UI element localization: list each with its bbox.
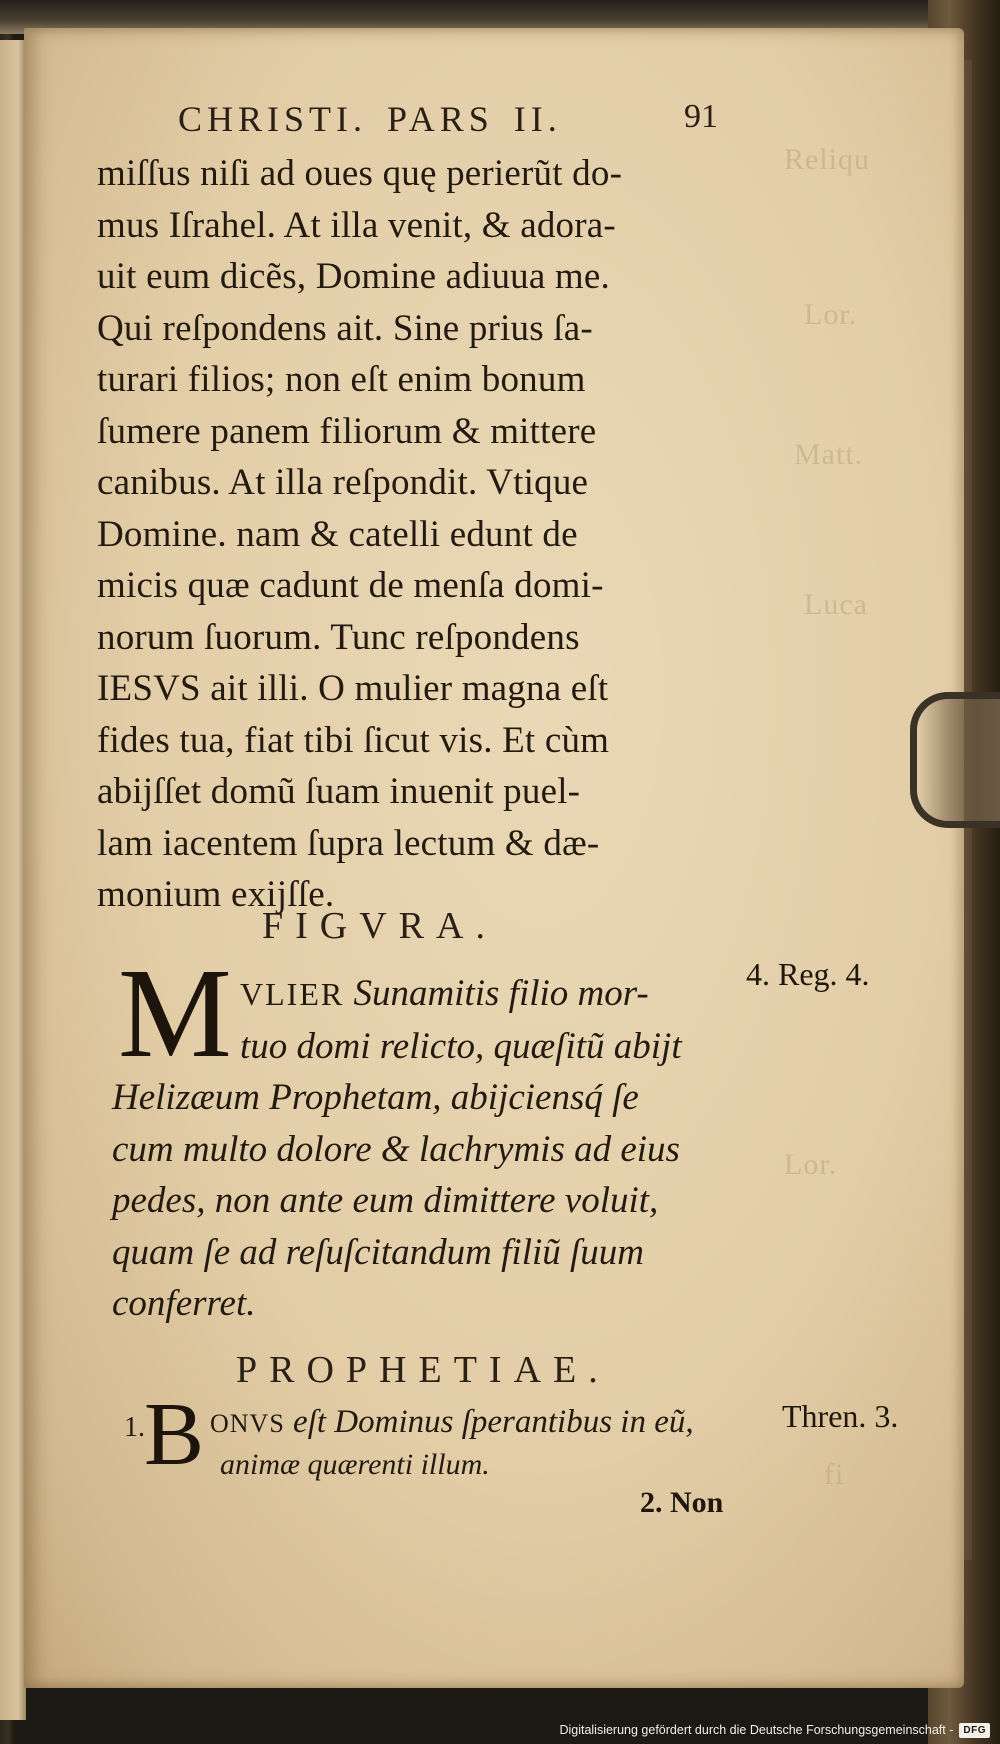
text-line: fides tua, fiat tibi ſicut vis. Et cùm	[97, 719, 610, 761]
bleed-through-text: Matt.	[794, 438, 864, 471]
prophecy-number: 1.	[124, 1412, 145, 1443]
bleed-through-text: Reliqu	[784, 143, 870, 176]
text-line: monium exijſſe.	[97, 874, 335, 915]
bleed-through-text: Luca	[804, 588, 868, 621]
text-line: IESVS ait illi. O mulier magna eſt	[97, 668, 609, 709]
main-text-block	[97, 148, 717, 921]
bleed-through-text: fi	[824, 1458, 845, 1491]
prophetiae-heading: PROPHETIAE.	[236, 1349, 610, 1391]
page-number: 91	[684, 98, 718, 135]
text-line: conferret.	[112, 1283, 256, 1324]
text-line: uit eum dicẽs, Domine adiuua me.	[97, 256, 610, 297]
text-line: norum ſuorum. Tunc reſpondens	[97, 616, 580, 658]
digitization-credit	[559, 1720, 990, 1740]
figura-heading: FIGVRA.	[262, 905, 497, 947]
margin-reference: Thren. 3.	[782, 1398, 899, 1434]
text-line: lam iacentem ſupra lectum & dæ-	[97, 822, 600, 864]
drop-cap: M	[118, 942, 232, 1084]
credit-text: Digitalisierung gefördert durch die Deutsche Forschungsgemeinschaft -	[559, 1723, 954, 1737]
text-line: micis quæ cadunt de menſa domi-	[97, 565, 604, 606]
text-line: animæ quærenti illum.	[220, 1448, 490, 1481]
text-line: ſumere panem filiorum & mittere	[97, 410, 597, 452]
catchword: 2. Non	[640, 1486, 724, 1519]
text-line: canibus. At illa reſpondit. Vtique	[97, 462, 589, 503]
text-line: Helizæum Prophetam, abijciensq́ ſe	[112, 1077, 639, 1118]
text-line: miſſus niſi ad oues quę perierũt do-	[97, 153, 623, 194]
text-line: pedes, non ante eum dimittere voluit,	[112, 1180, 659, 1221]
margin-reference: 4. Reg. 4.	[746, 956, 870, 992]
bleed-through-text: Lor.	[804, 298, 858, 331]
figura-text	[112, 968, 752, 1330]
facing-page-edge	[0, 40, 26, 1720]
text-line-rest: eſt Dominus ſperantibus in eũ,	[293, 1404, 694, 1440]
text-line	[210, 1404, 694, 1441]
dfg-logo: DFG	[959, 1723, 990, 1738]
text-line: Qui reſpondens ait. Sine prius ſa-	[97, 307, 593, 349]
text-line: turari filios; non eſt enim bonum	[97, 359, 586, 400]
text-line: cum multo dolore & lachrymis ad eius	[112, 1128, 680, 1170]
first-word: ONVS	[210, 1409, 285, 1438]
drop-cap: B	[144, 1385, 205, 1484]
running-header	[178, 98, 718, 144]
running-head-title: CHRISTI. PARS II.	[178, 99, 562, 139]
text-line: abijſſet domũ ſuam inuenit puel-	[97, 771, 581, 812]
text-line	[112, 968, 752, 1021]
bleed-through-text: Lor.	[784, 1148, 838, 1181]
text-line: quam ſe ad reſuſcitandum filiũ ſuum	[112, 1231, 645, 1273]
text-line: Domine. nam & catelli edunt de	[97, 513, 578, 555]
text-line: mus Iſrahel. At illa venit, & adora-	[97, 204, 616, 246]
first-word: VLIER	[240, 976, 345, 1012]
book-clasp	[910, 692, 1000, 828]
text-line: tuo domi relicto, quæſitũ abijt	[240, 1025, 682, 1067]
text-line-rest: Sunamitis filio mor-	[353, 973, 649, 1014]
